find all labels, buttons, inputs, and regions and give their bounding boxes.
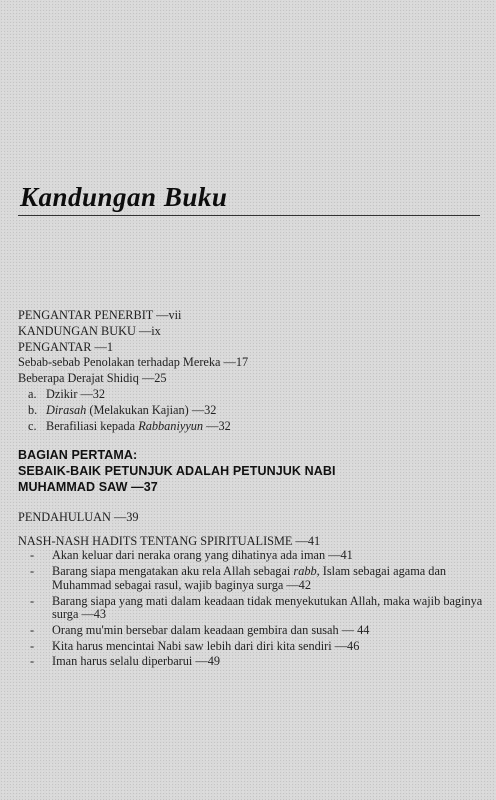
title-rule bbox=[18, 215, 480, 216]
toc-entry: KANDUNGAN BUKU —ix bbox=[18, 323, 161, 338]
spacer bbox=[18, 526, 488, 534]
part-heading: MUHAMMAD SAW —37 bbox=[18, 479, 158, 494]
dash-marker: - bbox=[30, 622, 35, 637]
hadith-item bbox=[18, 640, 488, 654]
hadith-text: Barang siapa mengatakan aku rela Allah sebagai bbox=[52, 564, 294, 579]
hadith-text: , Islam sebagai agama dan Muhammad sebagai rasul, wajib baginya surga —42 bbox=[52, 564, 447, 592]
spacer bbox=[18, 434, 488, 448]
dash-marker: - bbox=[30, 564, 35, 579]
subentry-text: —32 bbox=[203, 418, 231, 433]
subentry-text: (Melakukan Kajian) —32 bbox=[86, 402, 217, 417]
subentry-italic: Dirasah bbox=[46, 402, 87, 417]
part-heading: SEBAIK-BAIK PETUNJUK ADALAH PETUNJUK NABI bbox=[18, 464, 336, 479]
hadith-text: Akan keluar dari neraka orang yang dihatinya ada iman —41 bbox=[52, 548, 353, 563]
toc-entry: PENGANTAR —1 bbox=[18, 339, 114, 354]
hadith-item bbox=[18, 549, 488, 563]
hadith-text: Barang siapa yang mati dalam keadaan tidak menyekutukan Allah, maka wajib baginya surga —43 bbox=[52, 593, 483, 622]
subentry-marker: c. bbox=[28, 418, 37, 433]
toc-subentry bbox=[18, 419, 488, 435]
hadith-item bbox=[18, 624, 488, 638]
part-label: BAGIAN PERTAMA: bbox=[18, 448, 138, 463]
dash-marker: - bbox=[30, 548, 35, 563]
toc-entry: PENDAHULUAN —39 bbox=[18, 509, 139, 524]
hadith-text: Kita harus mencintai Nabi saw lebih dari diri kita sendiri —46 bbox=[52, 638, 360, 653]
hadith-italic: rabb bbox=[293, 564, 317, 579]
toc-entry: Beberapa Derajat Shidiq —25 bbox=[18, 371, 167, 386]
hadith-text: Orang mu'min bersebar dalam keadaan gembira dan susah — 44 bbox=[52, 622, 370, 637]
subentry-marker: b. bbox=[28, 402, 38, 417]
spacer bbox=[18, 496, 488, 510]
subentry-marker: a. bbox=[28, 386, 37, 401]
toc-entry: PENGANTAR PENERBIT —vii bbox=[18, 308, 182, 322]
hadith-item bbox=[18, 655, 488, 669]
dash-marker: - bbox=[30, 654, 35, 669]
dash-marker: - bbox=[30, 593, 35, 608]
toc-entry: NASH-NASH HADITS TENTANG SPIRITUALISME —41 bbox=[18, 533, 321, 548]
hadith-item bbox=[18, 595, 488, 622]
toc-subentry bbox=[18, 403, 488, 419]
toc-subentry bbox=[18, 387, 488, 403]
page-title: Kandungan Buku bbox=[20, 182, 228, 212]
subentry-text: Dzikir —32 bbox=[46, 386, 106, 401]
dash-marker: - bbox=[30, 638, 35, 653]
toc-entry: Sebab-sebab Penolakan terhadap Mereka —17 bbox=[18, 355, 249, 370]
subentry-italic: Rabbaniyyun bbox=[138, 418, 204, 433]
hadith-text: Iman harus selalu diperbarui —49 bbox=[52, 654, 221, 669]
subentry-text: Berafiliasi kepada bbox=[46, 418, 139, 433]
hadith-item bbox=[18, 565, 488, 592]
table-of-contents bbox=[18, 308, 488, 671]
